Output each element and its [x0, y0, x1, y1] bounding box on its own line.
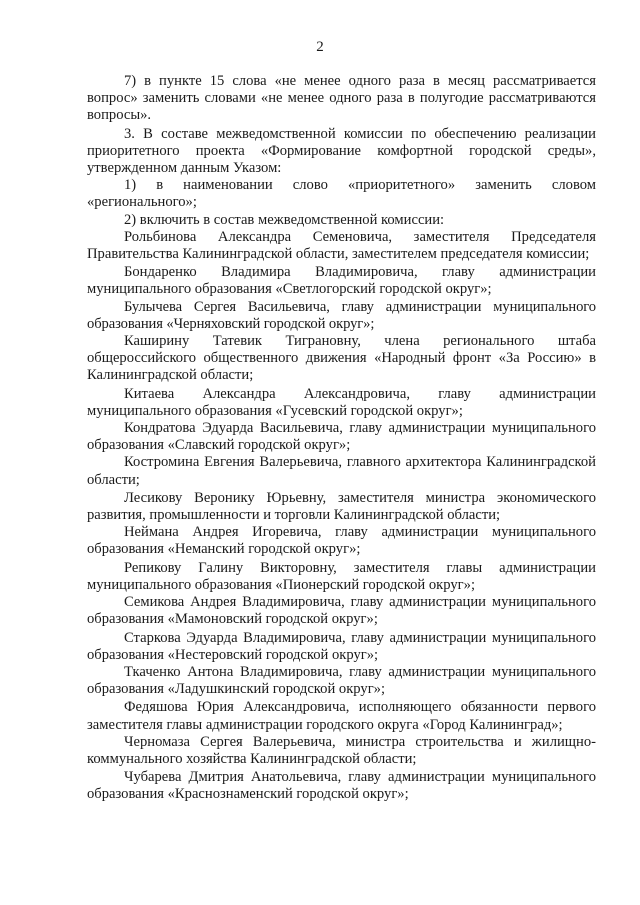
member-semikov: Семикова Андрея Владимировича, главу администрации муниципального образования «Мамоновский городской округ»;: [87, 594, 596, 628]
paragraph-subitem-1: 1) в наименовании слово «приоритетного» заменить словом «регионального»;: [87, 177, 596, 211]
member-bondarenko: Бондаренко Владимира Владимировича, главу администрации муниципального образования «Светлогорский городской округ»;: [87, 264, 596, 298]
member-chernomaz: Черномаза Сергея Валерьевича, министра строительства и жилищно-коммунального хозяйства Калининградской области;: [87, 733, 596, 767]
member-neiman: Неймана Андрея Игоревича, главу администрации муниципального образования «Неманский городской округ»;: [87, 524, 596, 558]
member-fedyashov: Федяшова Юрия Александровича, исполняющего обязанности первого заместителя главы администрации городского округа «Город Калининград»;: [87, 699, 596, 733]
member-starkov: Старкова Эдуарда Владимировича, главу администрации муниципального образования «Нестеровский городской округ»;: [87, 629, 596, 663]
document-body: [87, 73, 596, 804]
member-tkachenko: Ткаченко Антона Владимировича, главу администрации муниципального образования «Ладушкинский городской округ»;: [87, 663, 596, 698]
member-repikova: Репикову Галину Викторовну, заместителя главы администрации муниципального образования «Пионерский городской округ»;: [87, 559, 596, 593]
member-chubarev: Чубарева Дмитрия Анатольевича, главу администрации муниципального образования «Краснознаменский городской округ»;: [87, 769, 596, 803]
member-kondratov: Кондратова Эдуарда Васильевича, главу администрации муниципального образования «Славский городской округ»;: [87, 420, 596, 454]
paragraph-section-3: 3. В составе межведомственной комиссии по обеспечению реализации приоритетного проекта «Формирование комфортной городской среды», утвержденном данным Указом:: [87, 125, 596, 177]
member-rolbinov: Рольбинова Александра Семеновича, заместителя Председателя Правительства Калининградской области, заместителем председателя комиссии;: [87, 228, 596, 263]
member-kitaev: Китаева Александра Александровича, главу администрации муниципального образования «Гусевский городской округ»;: [87, 385, 596, 419]
member-kashirina: Каширину Татевик Тиграновну, члена регионального штаба общероссийского общественного движения «Народный фронт «За Россию» в Калининградской области;: [87, 333, 596, 384]
paragraph-item-7: 7) в пункте 15 слова «не менее одного раза в месяц рассматривается вопрос» заменить словами «не менее одного раза в полугодие рассматриваются вопросы».: [87, 73, 596, 124]
member-bulychev: Булычева Сергея Васильевича, главу администрации муниципального образования «Черняховский городской округ»;: [87, 298, 596, 332]
paragraph-subitem-2: 2) включить в состав межведомственной комиссии:: [124, 211, 445, 228]
member-lesikova: Лесикову Веронику Юрьевну, заместителя министра экономического развития, промышленности и торговли Калининградской области;: [87, 489, 596, 524]
member-kostromin: Костромина Евгения Валерьевича, главного архитектора Калининградской области;: [87, 454, 596, 488]
page-number: 2: [316, 39, 324, 55]
